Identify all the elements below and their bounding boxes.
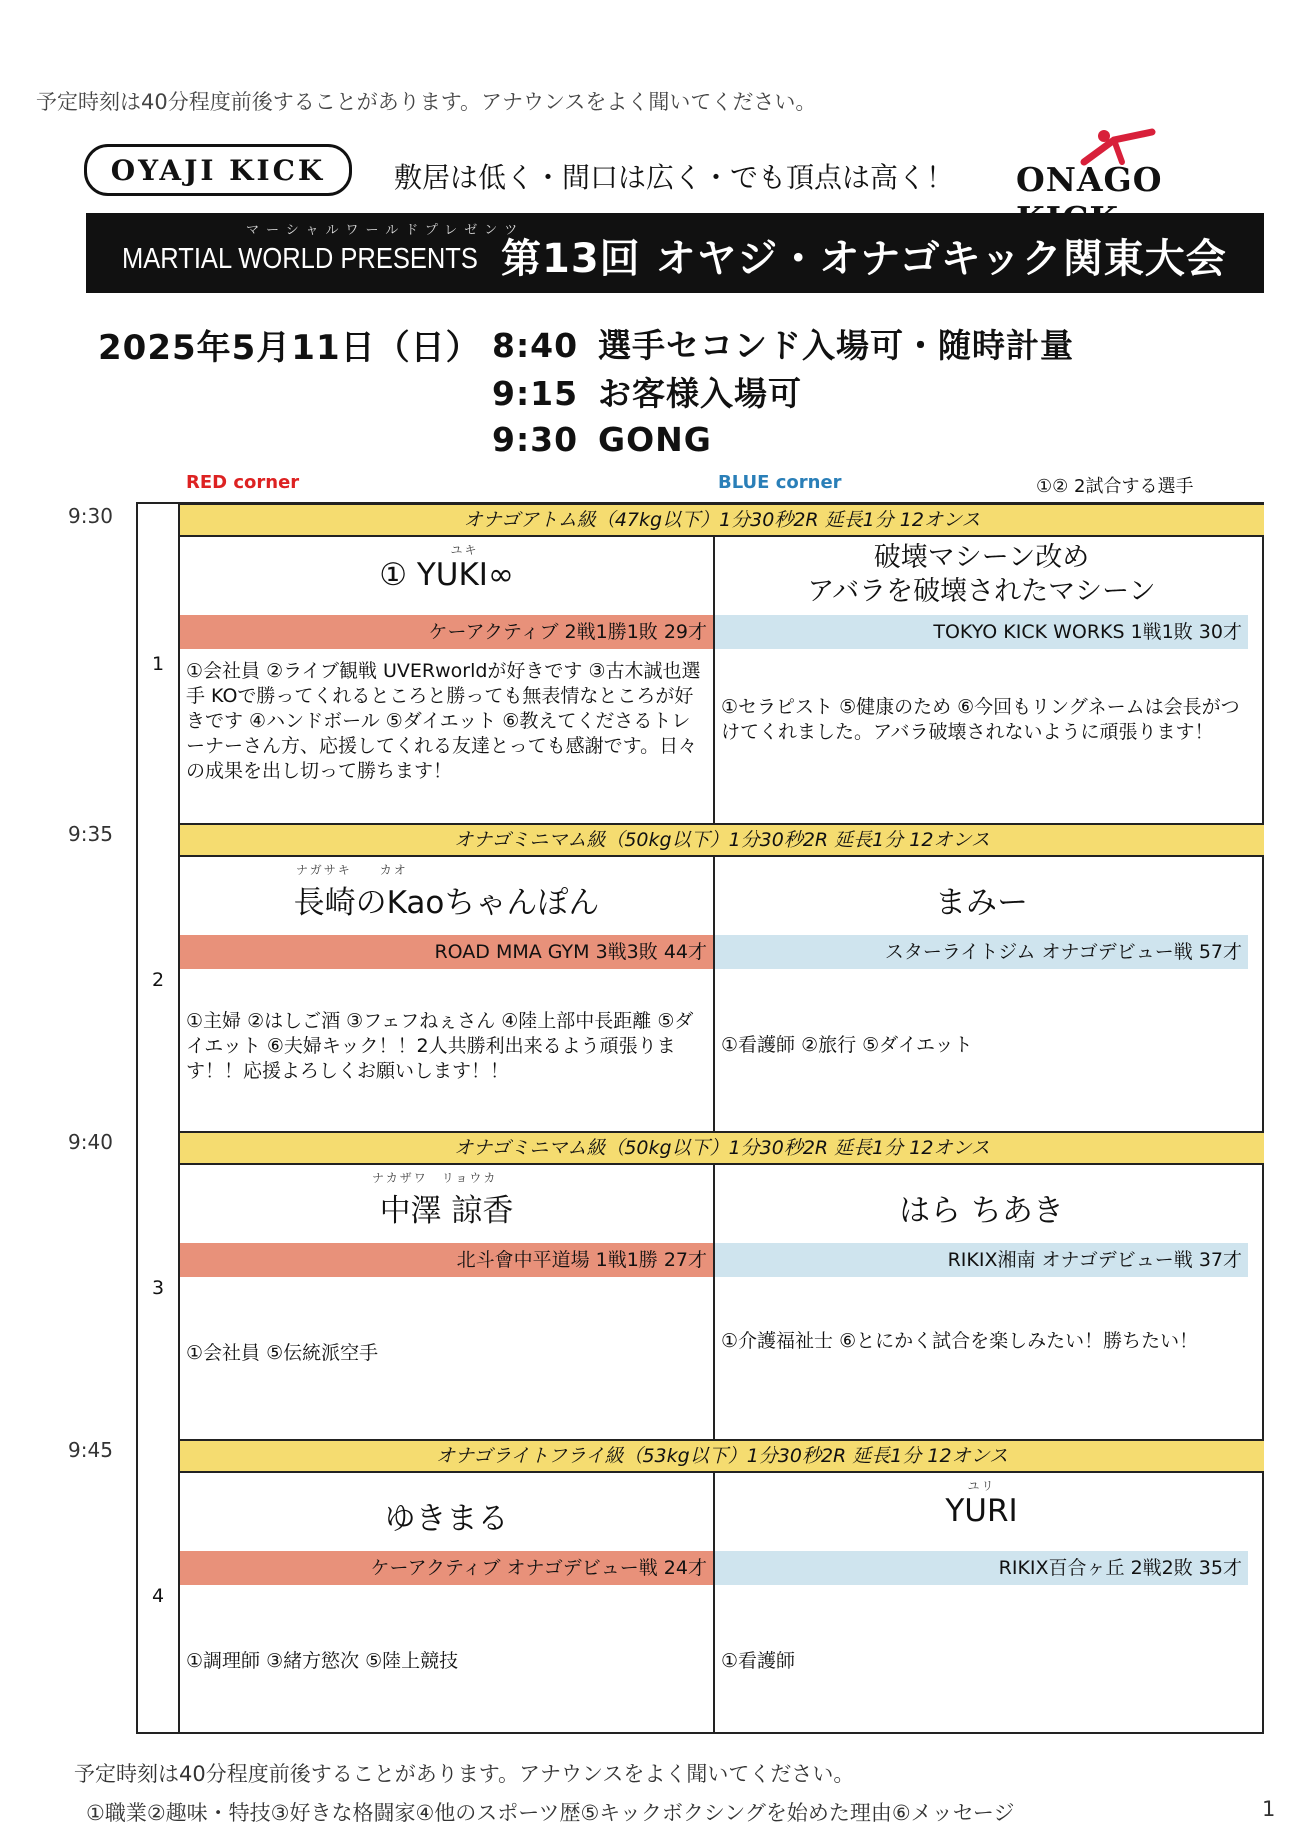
onago-kick-logo [1016,128,1242,198]
bout-number-cell [136,503,180,823]
double-bout-note: ①② 2試合する選手 [1036,476,1194,497]
fighter-profile: ①セラピスト ⑤健康のため ⑥今回もリングネームは会長がつけてくれました。アバラ破壊されないように頑張ります！ [721,696,1240,743]
bout-row [136,823,1264,1131]
presents-label: MARTIAL WORLD PRESENTS [122,243,478,275]
schedule-item [492,420,712,459]
fighter-profile: ①看護師 [721,1650,796,1672]
bout-number-cell [136,823,180,1131]
presents-kana: マーシャルワールドプレゼンツ [246,223,525,238]
event-banner [86,213,1264,293]
bout-number: 4 [151,1585,165,1607]
division-header: オナゴミニマム級（50kg以下）1分30秒2R 延長1分 12オンス [180,823,1264,857]
event-title: 第13回 オヤジ・オナゴキック関東大会 [501,236,1227,282]
blue-fighter [715,1473,1248,1734]
fighter-info: ケーアクティブ オナゴデビュー戦 24才 [180,1551,713,1585]
blue-fighter [715,857,1248,1131]
event-date: 2025年5月11日（日） [98,328,481,368]
bout-number-cell [136,1439,180,1734]
fighter-profile: ①会社員 ②ライブ観戦 UVERworldが好きです ③古木誠也選手 KOで勝ってくれるところと勝っても無表情なところが好きです ④ハンドボール ⑤ダイエット ⑥教えてくださるトレーナーさん方、応援してくれる友達とっても感謝です。日々の成果を出し切って勝ちます！ [186,660,701,782]
red-fighter [180,857,713,1131]
fighter-kana: ユリ [967,1479,996,1493]
fighter-info: TOKYO KICK WORKS 1戦1敗 30才 [715,615,1248,649]
schedule-text: 選手セコンド入場可・随時計量 [598,326,1074,365]
slogan: 敷居は低く・間口は広く・でも頂点は高く！ [394,161,955,194]
page-number: 1 [1262,1797,1276,1821]
blue-corner-label: BLUE corner [718,472,842,493]
fighter-info: ケーアクティブ 2戦1勝1敗 29才 [180,615,713,649]
fighter-profile: ①会社員 ⑤伝統派空手 [186,1342,379,1364]
bout-row [136,503,1264,823]
bout-number: 2 [151,969,165,991]
bout-time: 9:30 [68,504,113,528]
onago-kick-logo-text: ONAGO [1016,160,1163,199]
fighter-name: まみー [935,885,1028,921]
blue-fighter [715,1165,1248,1439]
fighter-profile: ①主婦 ②はしご酒 ③フェフねぇさん ④陸上部中長距離 ⑤ダイエット ⑥夫婦キック！！2人共勝利出来るよう頑張ります！！応援よろしくお願いします！！ [186,1010,694,1082]
fighter-name: 破壊マシーン改め アバラを破壊されたマシーン [807,542,1156,607]
fighter-name: ① YUKI∞ [379,557,514,593]
fighter-info: ROAD MMA GYM 3戦3敗 44才 [180,935,713,969]
fighter-kana: ナガサキ カオ [296,863,408,877]
schedule-time: 9:15 [492,374,579,413]
division-header: オナゴアトム級（47kg以下）1分30秒2R 延長1分 12オンス [180,503,1264,537]
division-header: オナゴミニマム級（50kg以下）1分30秒2R 延長1分 12オンス [180,1131,1264,1165]
bout-number: 3 [151,1277,165,1299]
fighter-name: ゆきまる [384,1501,509,1537]
fighter-name: YURI [945,1493,1018,1529]
fighter-info: RIKIX百合ヶ丘 2戦2敗 35才 [715,1551,1248,1585]
fighter-kana: ユキ [450,543,479,557]
bout-time: 9:35 [68,822,113,846]
division-header: オナゴライトフライ級（53kg以下）1分30秒2R 延長1分 12オンス [180,1439,1264,1473]
top-notice: 予定時刻は40分程度前後することがあります。アナウンスをよく聞いてください。 [36,90,817,114]
schedule-text: お客様入場可 [598,374,802,413]
profile-legend: ①職業②趣味・特技③好きな格闘家④他のスポーツ歴⑤キックボクシングを始めた理由⑥メッセージ [86,1801,1015,1825]
blue-fighter [715,537,1248,823]
bout-number: 1 [151,653,165,675]
schedule-item [492,320,1074,367]
schedule-time: 9:30 [492,420,579,459]
bout-row [136,1439,1264,1734]
bout-time: 9:45 [68,1438,113,1462]
fighter-name: 中澤 諒香 [379,1193,514,1229]
red-fighter [180,1165,713,1439]
schedule-item [492,368,802,415]
bottom-notice: 予定時刻は40分程度前後することがあります。アナウンスをよく聞いてください。 [74,1762,855,1786]
bout-row [136,1131,1264,1439]
fighter-profile: ①調理師 ③緒方慾次 ⑤陸上競技 [186,1650,459,1672]
red-fighter [180,537,713,823]
fighter-info: 北斗會中平道場 1戦1勝 27才 [180,1243,713,1277]
fighter-info: RIKIX湘南 オナゴデビュー戦 37才 [715,1243,1248,1277]
fighter-profile: ①介護福祉士 ⑥とにかく試合を楽しみたい！勝ちたい！ [721,1330,1199,1352]
red-corner-label: RED corner [186,472,300,493]
fighter-profile: ①看護師 ②旅行 ⑤ダイエット [721,1034,973,1056]
bout-number-cell [136,1131,180,1439]
fighter-name: はら ちあき [899,1193,1064,1229]
red-fighter [180,1473,713,1734]
oyaji-kick-logo: OYAJI KICK [84,144,352,196]
fighter-name: 長崎のKaoちゃんぽん [293,885,600,921]
fighter-kana: ナカザワ リョウカ [372,1171,498,1185]
schedule-time: 8:40 [492,326,579,365]
fighter-info: スターライトジム オナゴデビュー戦 57才 [715,935,1248,969]
bout-time: 9:40 [68,1130,113,1154]
schedule-text: GONG [598,420,712,459]
